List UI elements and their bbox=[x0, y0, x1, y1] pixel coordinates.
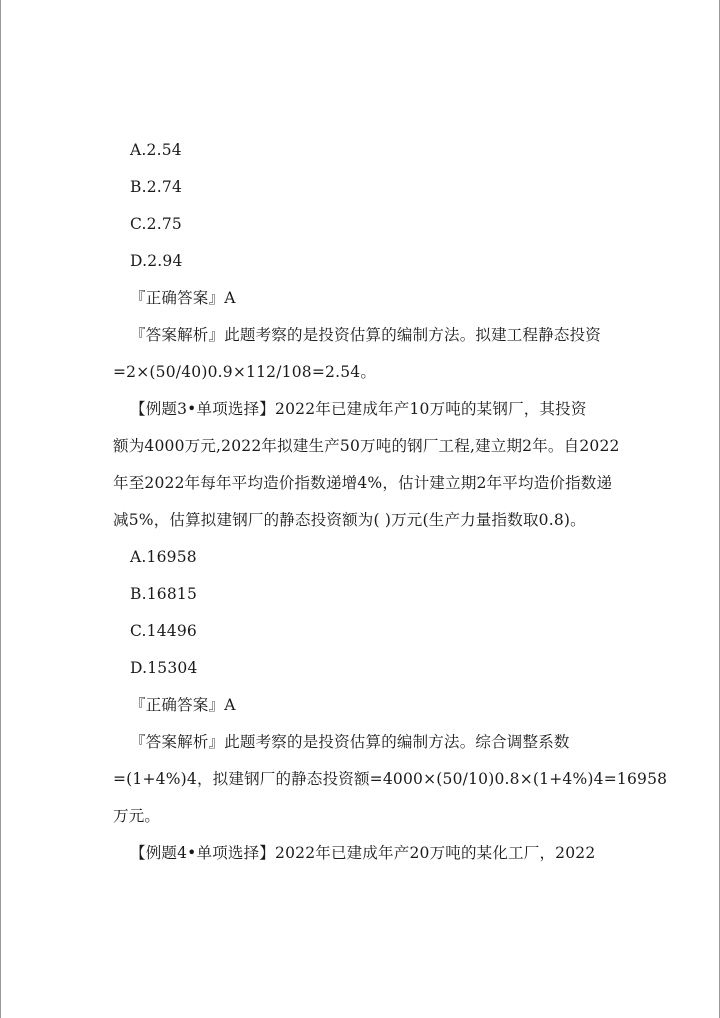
q3-stem-line-4: 减5%，估算拟建钢厂的静态投资额为( )万元(生产力量指数取0.8)。 bbox=[113, 511, 586, 529]
q2-option-d: D.2.94 bbox=[130, 252, 183, 270]
q3-analysis-line-3: 万元。 bbox=[113, 807, 161, 825]
q3-correct-answer: 『正确答案』A bbox=[130, 696, 236, 714]
document-body bbox=[113, 132, 668, 872]
q3-option-c: C.14496 bbox=[130, 622, 197, 640]
q3-analysis-line-2: =(1+4%)4，拟建钢厂的静态投资额=4000×(50/10)0.8×(1+4%)4=16958 bbox=[113, 770, 668, 788]
q3-analysis-line-1: 『答案解析』此题考察的是投资估算的编制方法。综合调整系数 bbox=[130, 733, 570, 751]
q3-option-d: D.15304 bbox=[130, 659, 198, 677]
q3-stem-line-3: 年至2022年每年平均造价指数递增4%，估计建立期2年平均造价指数递 bbox=[113, 474, 613, 492]
q3-option-b: B.16815 bbox=[130, 585, 198, 603]
q2-option-c: C.2.75 bbox=[130, 215, 182, 233]
q2-correct-answer: 『正确答案』A bbox=[130, 289, 236, 307]
q4-stem-line-1: 【例题4•单项选择】2022年已建成年产20万吨的某化工厂，2022 bbox=[130, 844, 596, 862]
q2-option-a: A.2.54 bbox=[130, 141, 182, 159]
q2-analysis-line-2: =2×(50/40)0.9×112/108=2.54。 bbox=[113, 363, 377, 381]
q2-option-b: B.2.74 bbox=[130, 178, 183, 196]
q2-analysis-line-1: 『答案解析』此题考察的是投资估算的编制方法。拟建工程静态投资 bbox=[130, 326, 602, 344]
q3-stem-line-2: 额为4000万元,2022年拟建生产50万吨的钢厂工程,建立期2年。自2022 bbox=[113, 437, 620, 455]
q3-stem-line-1: 【例题3•单项选择】2022年已建成年产10万吨的某钢厂，其投资 bbox=[130, 400, 587, 418]
q3-option-a: A.16958 bbox=[130, 548, 197, 566]
